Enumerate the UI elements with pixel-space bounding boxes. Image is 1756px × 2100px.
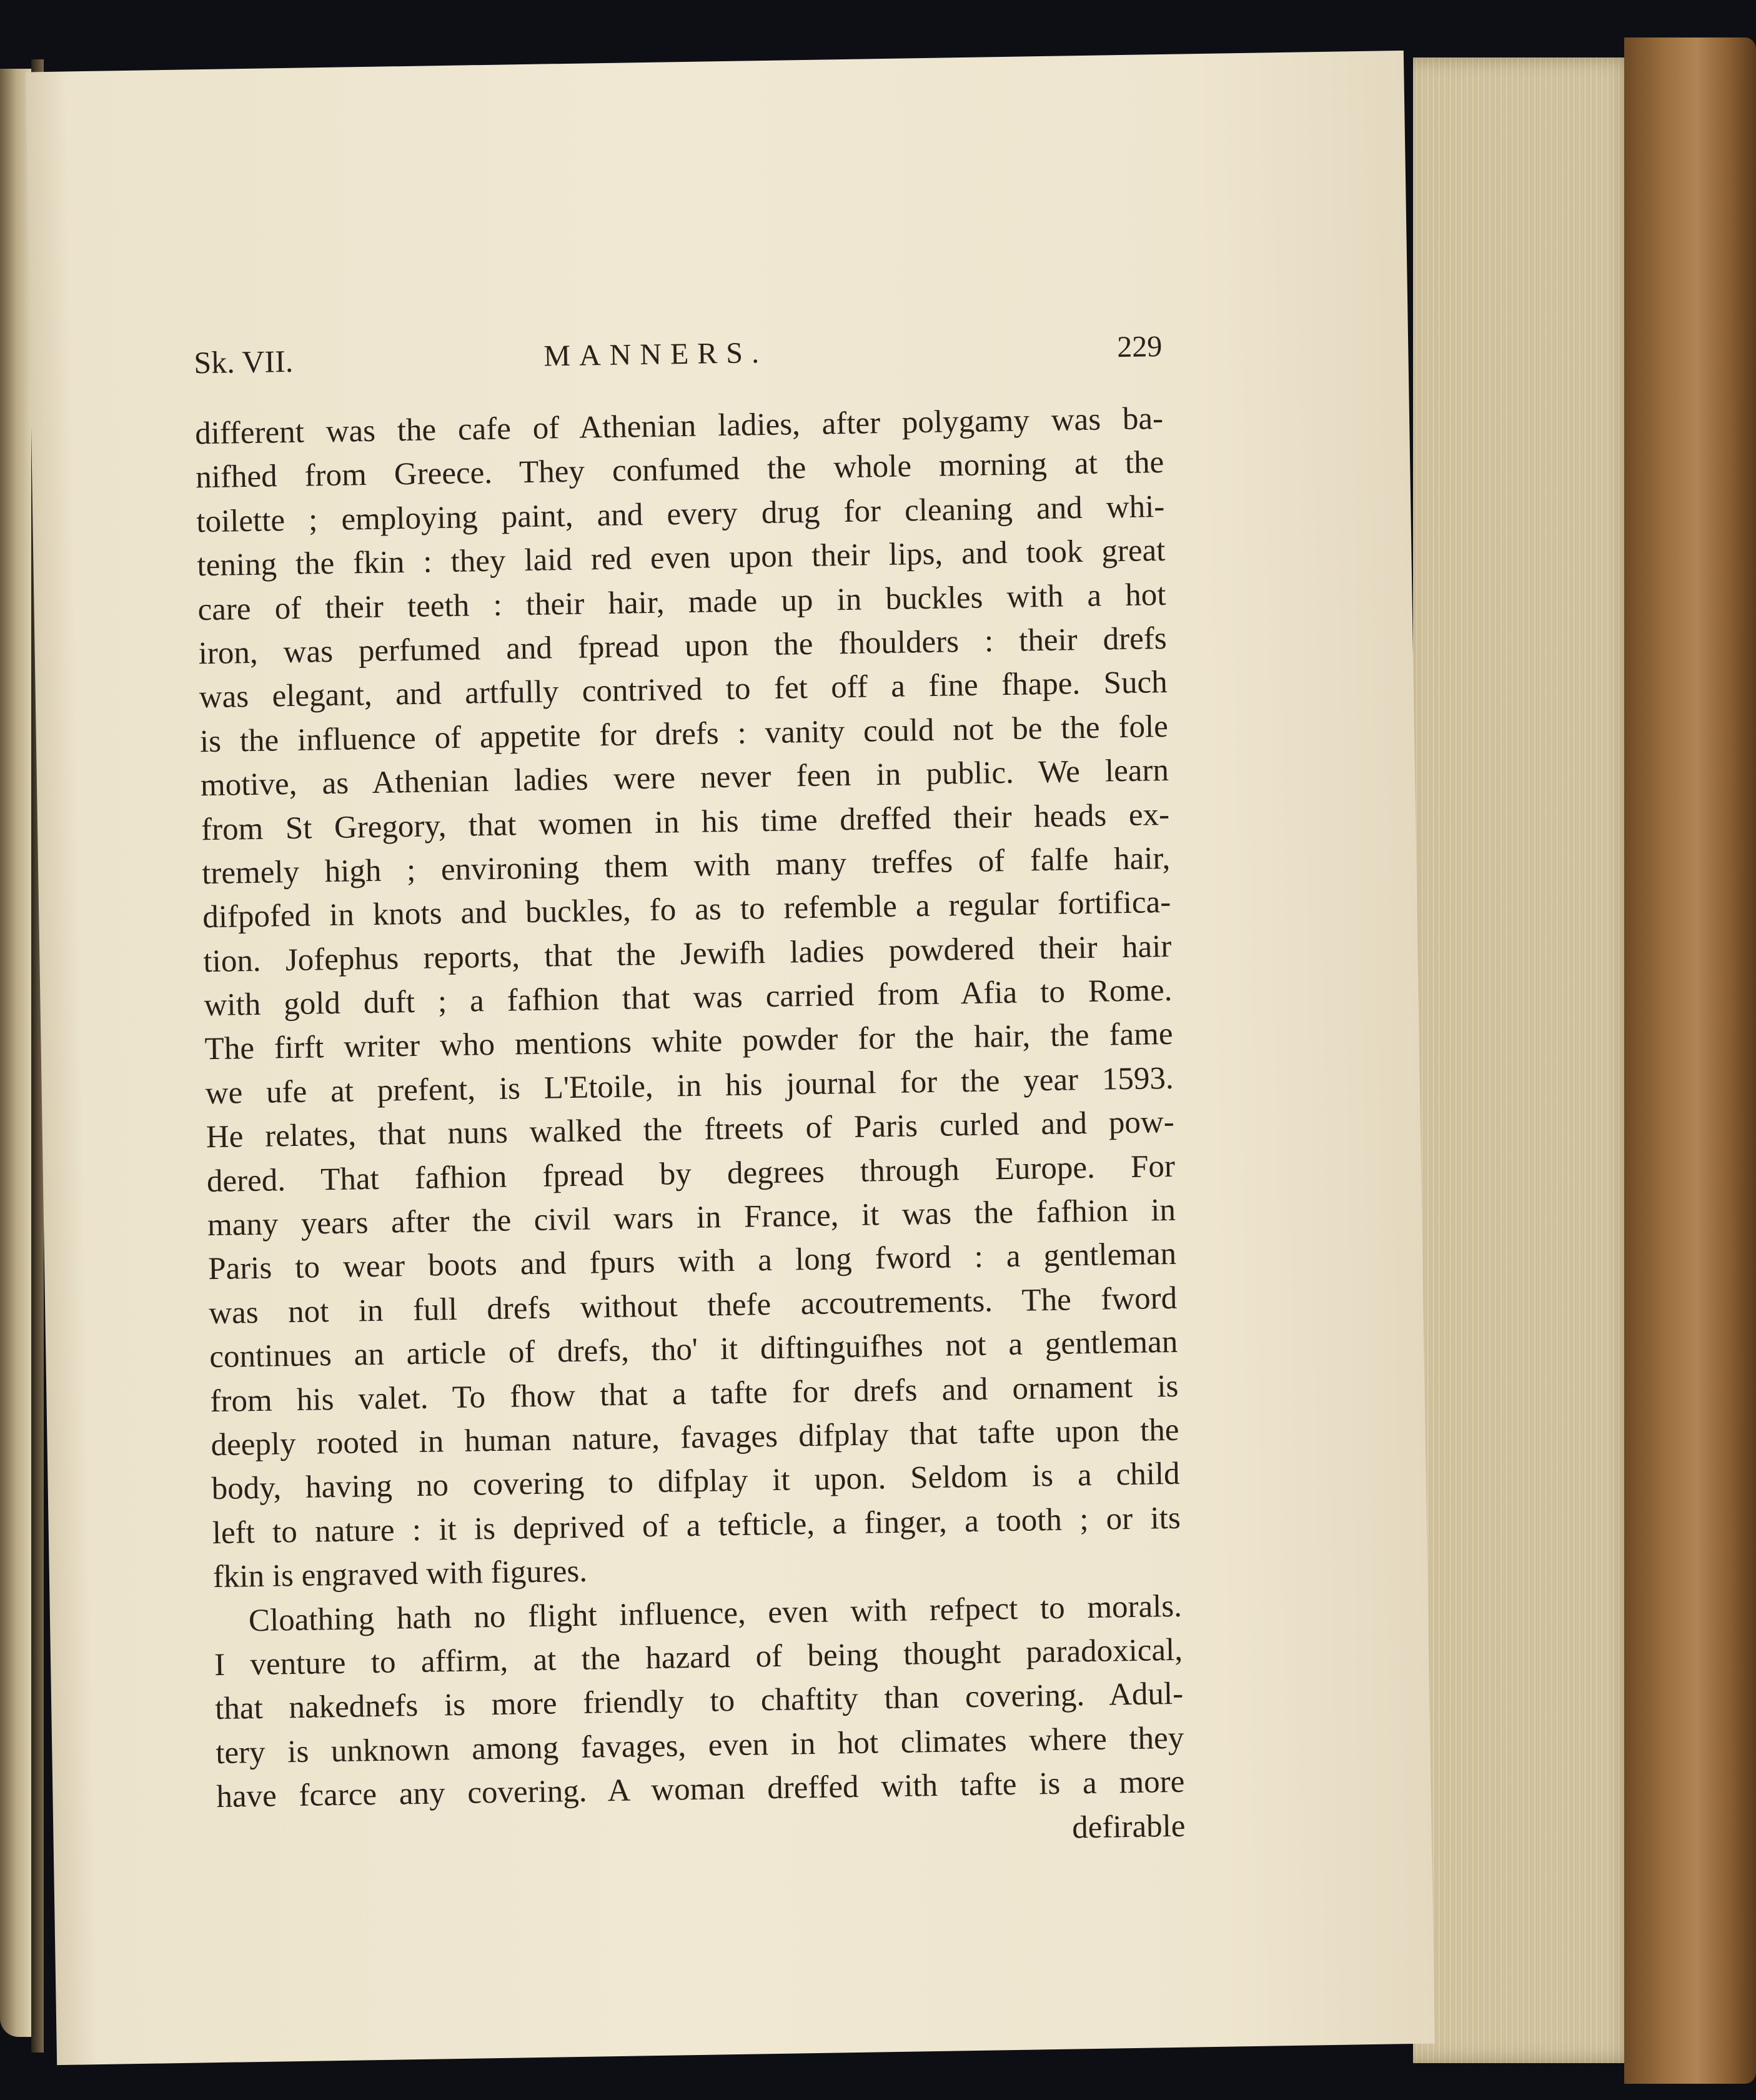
text-line: fkin is engraved with figures. xyxy=(212,1553,588,1595)
section-marker: Sk. VII. xyxy=(193,343,294,381)
text-line: is the influence of appetite for drefs : vanity could not be the fole xyxy=(199,709,1169,760)
text-line: He relates, that nuns walked the ftreets of Paris curled and pow- xyxy=(206,1105,1175,1155)
text-line: left to nature : it is deprived of a tefticle, a finger, a tooth ; or its xyxy=(212,1500,1181,1551)
text-line: tery is unknown among favages, even in hot climates where they xyxy=(215,1720,1184,1771)
text-line: I venture to affirm, at the hazard of being thought paradoxical, xyxy=(214,1632,1183,1683)
catchword: defirable xyxy=(1071,1808,1186,1846)
text-line: was elegant, and artfully contrived to fet off a fine fhape. Such xyxy=(199,665,1168,715)
text-line: that nakednefs is more friendly to chaftity than covering. Adul- xyxy=(214,1676,1184,1727)
text-line: from his valet. To fhow that a tafte for drefs and ornament is xyxy=(210,1368,1179,1419)
text-line: continues an article of drefs, tho' it diftinguifhes not a gentleman xyxy=(209,1325,1178,1375)
text-line: The firft writer who mentions white powder for the hair, the fame xyxy=(204,1017,1173,1067)
book-page xyxy=(26,51,1435,2065)
page-content xyxy=(194,329,1186,1863)
paragraph-1 xyxy=(195,397,1182,1600)
text-line: nifhed from Greece. They confumed the whole morning at the xyxy=(195,445,1164,495)
text-line: dered. That fafhion fpread by degrees through Europe. For xyxy=(206,1148,1176,1199)
text-line: toilette ; employing paint, and every drug for cleaning and whi- xyxy=(196,489,1165,540)
text-line: tening the fkin : they laid red even upon their lips, and took great xyxy=(197,533,1166,584)
text-line: different was the cafe of Athenian ladies, after polygamy was ba- xyxy=(194,401,1164,452)
running-head xyxy=(194,329,1163,401)
page-fore-edge xyxy=(1413,57,1638,2063)
text-line: deeply rooted in human nature, favages difplay that tafte upon the xyxy=(211,1412,1179,1463)
text-line: many years after the civil wars in France, it was the fafhion in xyxy=(207,1192,1176,1243)
text-line: tion. Jofephus reports, that the Jewifh ladies powdered their hair xyxy=(203,928,1172,979)
running-title: MANNERS. xyxy=(543,336,768,373)
text-line: have fcarce any covering. A woman dreffed with tafte is a more xyxy=(216,1764,1185,1815)
leather-cover xyxy=(1624,37,1756,2084)
text-line: motive, as Athenian ladies were never feen in public. We learn xyxy=(200,753,1169,804)
paragraph-2 xyxy=(214,1584,1185,1819)
text-line: from St Gregory, that women in his time dreffed their heads ex- xyxy=(201,797,1170,847)
text-line: care of their teeth : their hair, made up in buckles with a hot xyxy=(197,577,1166,627)
text-line: body, having no covering to difplay it upon. Seldom is a child xyxy=(211,1456,1180,1507)
text-line: tremely high ; environing them with many treffes of falfe hair, xyxy=(201,840,1171,892)
text-line: was not in full drefs without thefe accoutrements. The fword xyxy=(208,1280,1178,1331)
text-line: Paris to wear boots and fpurs with a long fword : a gentleman xyxy=(207,1237,1177,1287)
body-text xyxy=(195,397,1186,1863)
text-line: iron, was perfumed and fpread upon the fhoulders : their drefs xyxy=(198,620,1167,672)
page-number: 229 xyxy=(1116,330,1163,364)
text-line: difpofed in knots and buckles, fo as to refemble a regular fortifica- xyxy=(202,885,1171,935)
text-line: with gold duft ; a fafhion that was carried from Afia to Rome. xyxy=(204,972,1173,1023)
text-line: Cloathing hath no flight influence, even with refpect to morals. xyxy=(248,1588,1183,1638)
text-line: we ufe at prefent, is L'Etoile, in his journal for the year 1593. xyxy=(205,1060,1174,1112)
